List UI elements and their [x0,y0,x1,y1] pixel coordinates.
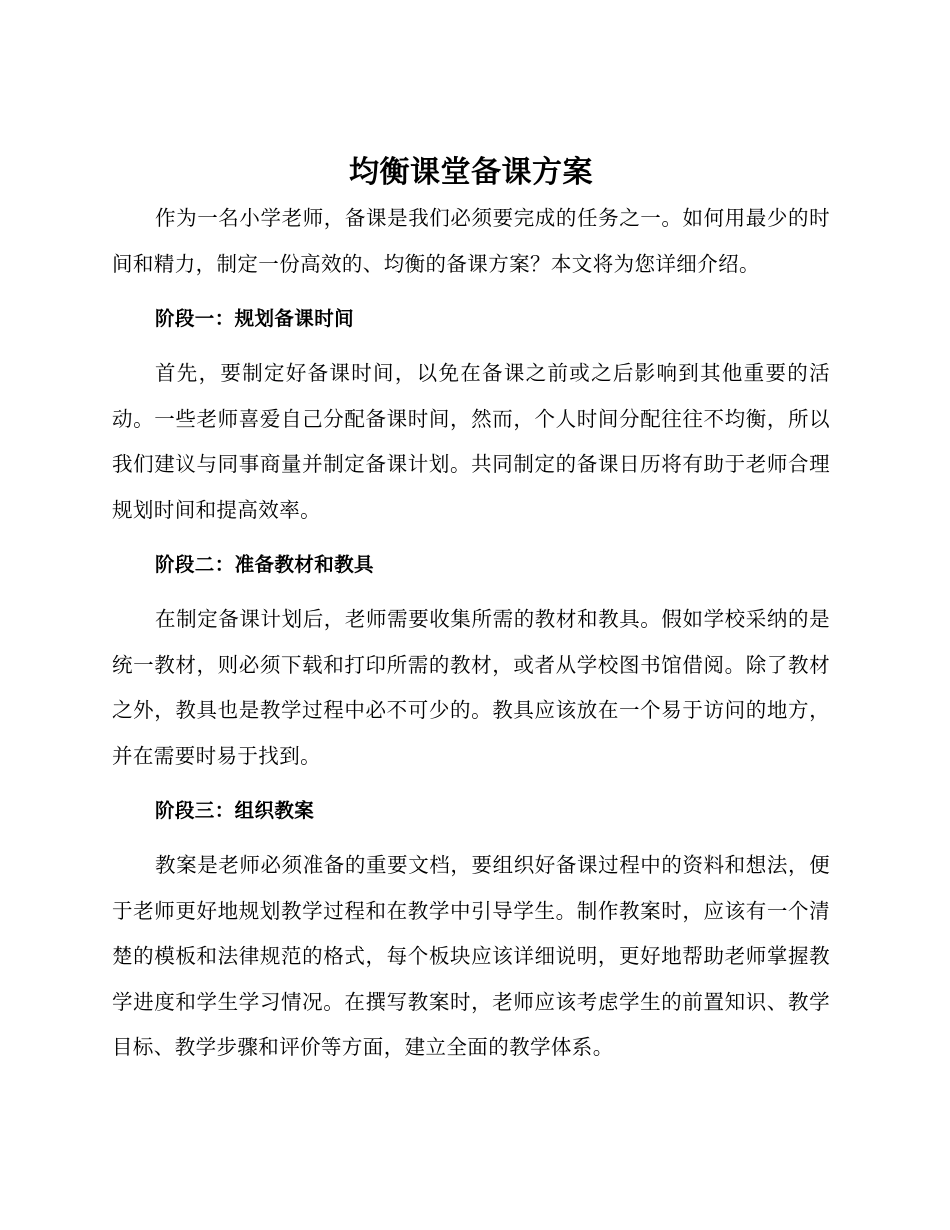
section-2-heading: 阶段二：准备教材和教具 [155,553,374,576]
section-2-body: 在制定备课计划后，老师需要收集所需的教材和教具。假如学校采纳的是统一教材，则必须下载和打印所需的教材，或者从学校图书馆借阅。除了教材之外，教具也是教学过程中必不可少的。教具应该放在一个易于访问的地方，并在需要时易于找到。 [112,607,830,768]
page-title: 均衡课堂备课方案 [349,155,593,190]
section-3-heading: 阶段三：组织教案 [155,799,315,822]
section-1-body: 首先，要制定好备课时间，以免在备课之前或之后影响到其他重要的活动。一些老师喜爱自己分配备课时间，然而，个人时间分配往往不均衡，所以我们建议与同事商量并制定备课计划。共同制定的备课日历将有助于老师合理规划时间和提高效率。 [112,361,830,522]
section-3-body: 教案是老师必须准备的重要文档，要组织好备课过程中的资料和想法，便于老师更好地规划教学过程和在教学中引导学生。制作教案时，应该有一个清楚的模板和法律规范的格式，每个板块应该详细说明，更好地帮助老师掌握教学进度和学生学习情况。在撰写教案时，老师应该考虑学生的前置知识、教学目标、教学步骤和评价等方面，建立全面的教学体系。 [112,853,830,1059]
section-1-heading: 阶段一：规划备课时间 [155,307,355,330]
intro-paragraph: 作为一名小学老师，备课是我们必须要完成的任务之一。如何用最少的时间和精力，制定一份高效的、均衡的备课方案？本文将为您详细介绍。 [112,206,830,276]
document-content [112,150,830,1071]
